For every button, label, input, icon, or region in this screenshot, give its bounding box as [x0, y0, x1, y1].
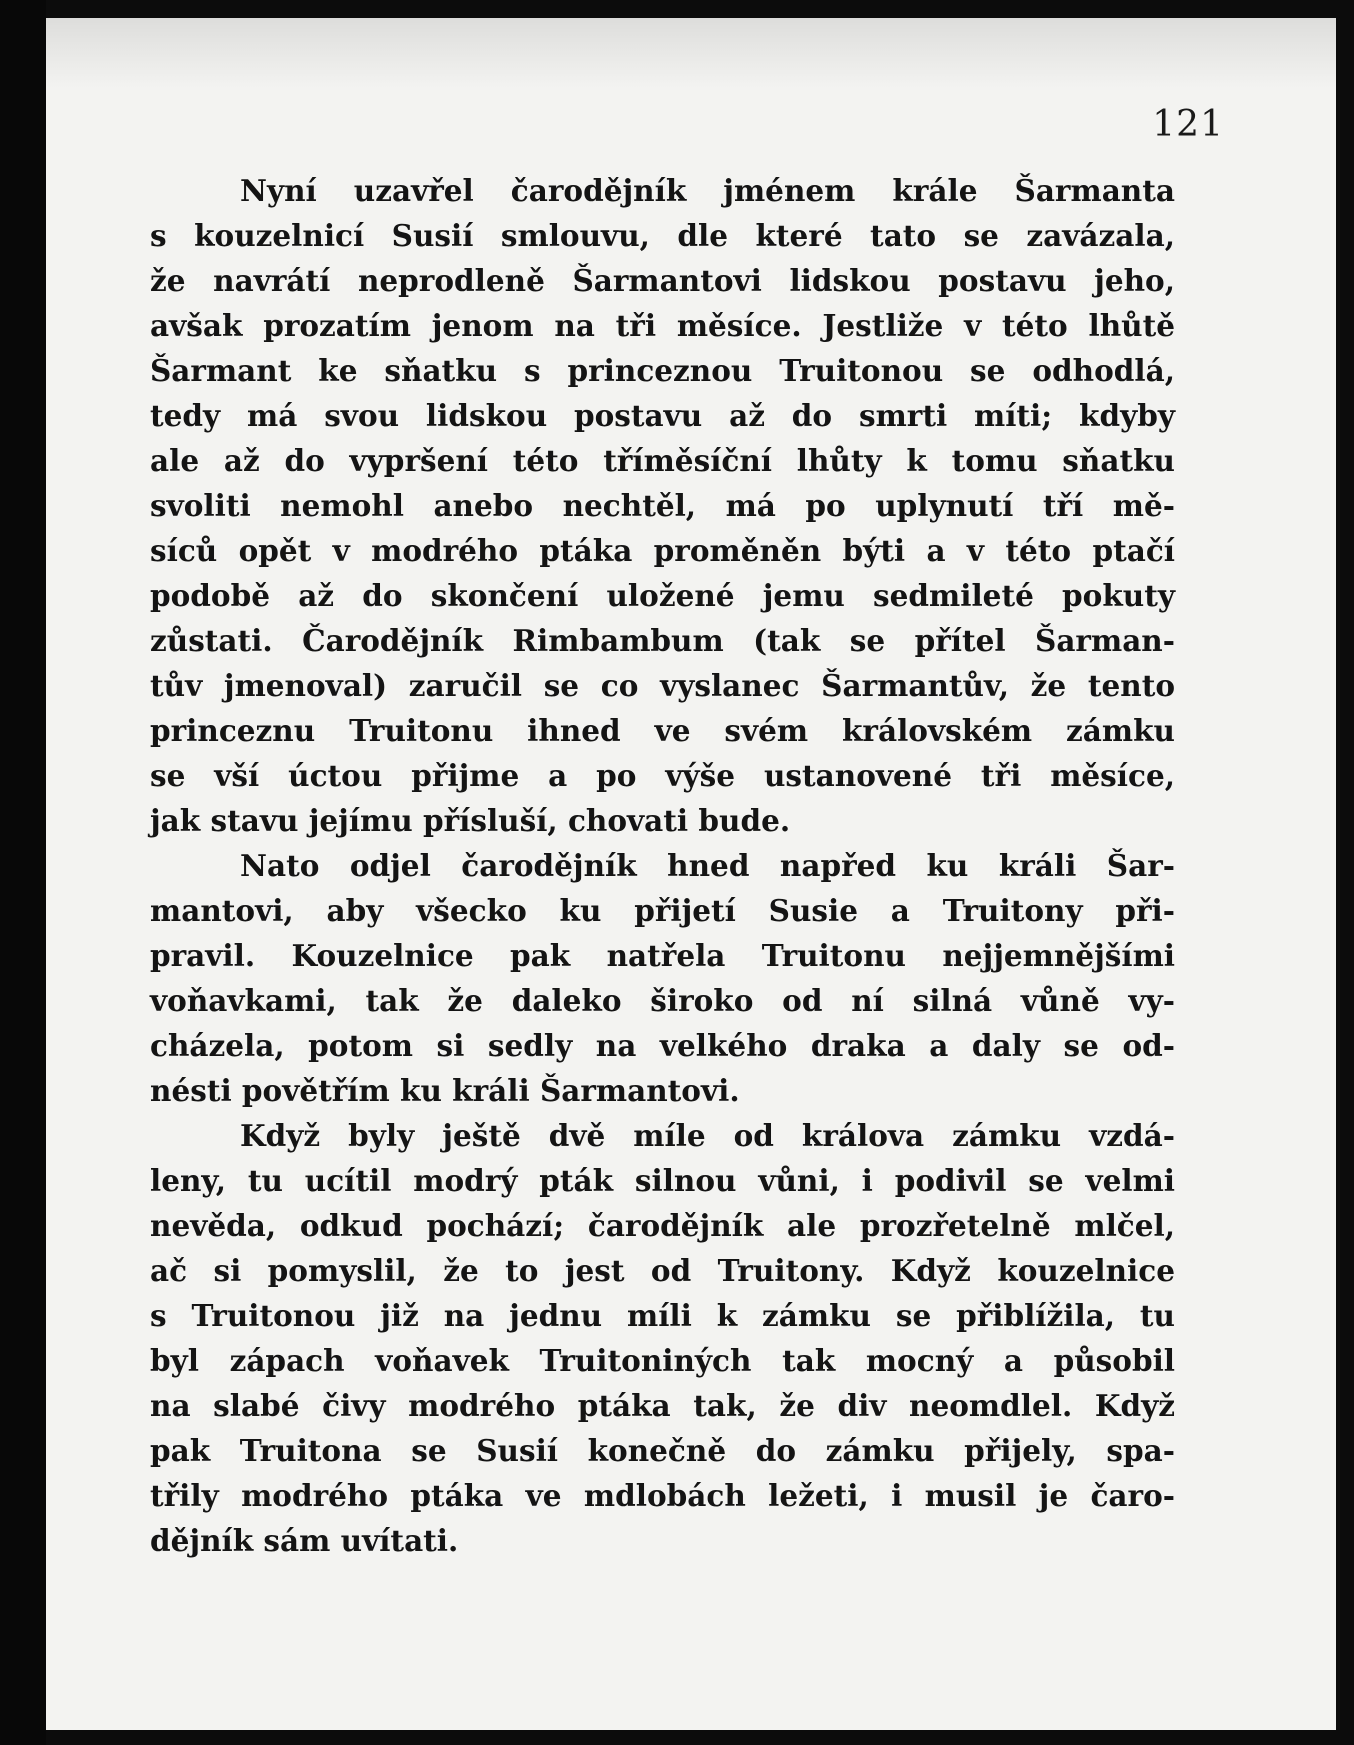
text-line: na slabé čivy modrého ptáka tak, že div neomdlel. Když [150, 1388, 1175, 1423]
text-line: svoliti nemohl anebo nechtěl, má po uplynutí tří mě- [150, 488, 1175, 523]
text-line: tedy má svou lidskou postavu až do smrti míti; kdyby [150, 398, 1175, 433]
text-line: avšak prozatím jenom na tři měsíce. Jestliže v této lhůtě [150, 308, 1175, 343]
text-line: pak Truitona se Susií konečně do zámku přijely, spa- [150, 1433, 1175, 1468]
text-line: nésti povětřím ku králi Šarmantovi. [150, 1073, 740, 1108]
text-line: ale až do vypršení této tříměsíční lhůty k tomu sňatku [150, 443, 1175, 478]
text-line: se vší úctou přijme a po výše ustanovené tři měsíce, [150, 758, 1175, 793]
text-line: s Truitonou již na jednu míli k zámku se přiblížila, tu [150, 1298, 1175, 1333]
text-line: princeznu Truitonu ihned ve svém královském zámku [150, 713, 1175, 748]
scan-border [0, 0, 46, 1745]
text-line: tův jmenoval) zaručil se co vyslanec Šarmantův, že tento [150, 668, 1175, 703]
text-line: zůstati. Čarodějník Rimbambum (tak se přítel Šarman- [150, 623, 1175, 658]
text-line: leny, tu ucítil modrý pták silnou vůni, i podivil se velmi [150, 1163, 1175, 1198]
text-line: dějník sám uvítati. [150, 1523, 459, 1558]
text-line: ač si pomyslil, že to jest od Truitony. Když kouzelnice [150, 1253, 1175, 1288]
page-number: 121 [1152, 104, 1224, 145]
text-line: podobě až do skončení uložené jemu sedmileté pokuty [150, 578, 1175, 613]
text-line: jak stavu jejímu přísluší, chovati bude. [150, 803, 791, 838]
text-line: mantovi, aby všecko ku přijetí Susie a Truitony při- [150, 893, 1175, 928]
text-line: třily modrého ptáka ve mdlobách ležeti, i musil je čaro- [150, 1478, 1175, 1513]
text-line: pravil. Kouzelnice pak natřela Truitonu nejjemnějšími [150, 938, 1175, 973]
text-line: Šarmant ke sňatku s princeznou Truitonou se odhodlá, [150, 353, 1175, 388]
text-line: Když byly ještě dvě míle od králova zámku vzdá- [240, 1118, 1175, 1153]
text-line: cházela, potom si sedly na velkého draka a daly se od- [150, 1028, 1175, 1063]
text-line: síců opět v modrého ptáka proměněn býti a v této ptačí [150, 533, 1175, 568]
text-line: Nato odjel čarodějník hned napřed ku králi Šar- [240, 848, 1175, 883]
text-line: voňavkami, tak že daleko široko od ní silná vůně vy- [150, 983, 1175, 1018]
body-text [150, 168, 1175, 1563]
text-line: že navrátí neprodleně Šarmantovi lidskou postavu jeho, [150, 263, 1175, 298]
text-line: s kouzelnicí Susií smlouvu, dle které tato se zavázala, [150, 218, 1175, 253]
book-page [46, 18, 1336, 1730]
text-line: byl zápach voňavek Truitoniných tak mocný a působil [150, 1343, 1175, 1378]
text-line: nevěda, odkud pochází; čarodějník ale prozřetelně mlčel, [150, 1208, 1175, 1243]
text-line: Nyní uzavřel čarodějník jménem krále Šarmanta [240, 173, 1175, 208]
